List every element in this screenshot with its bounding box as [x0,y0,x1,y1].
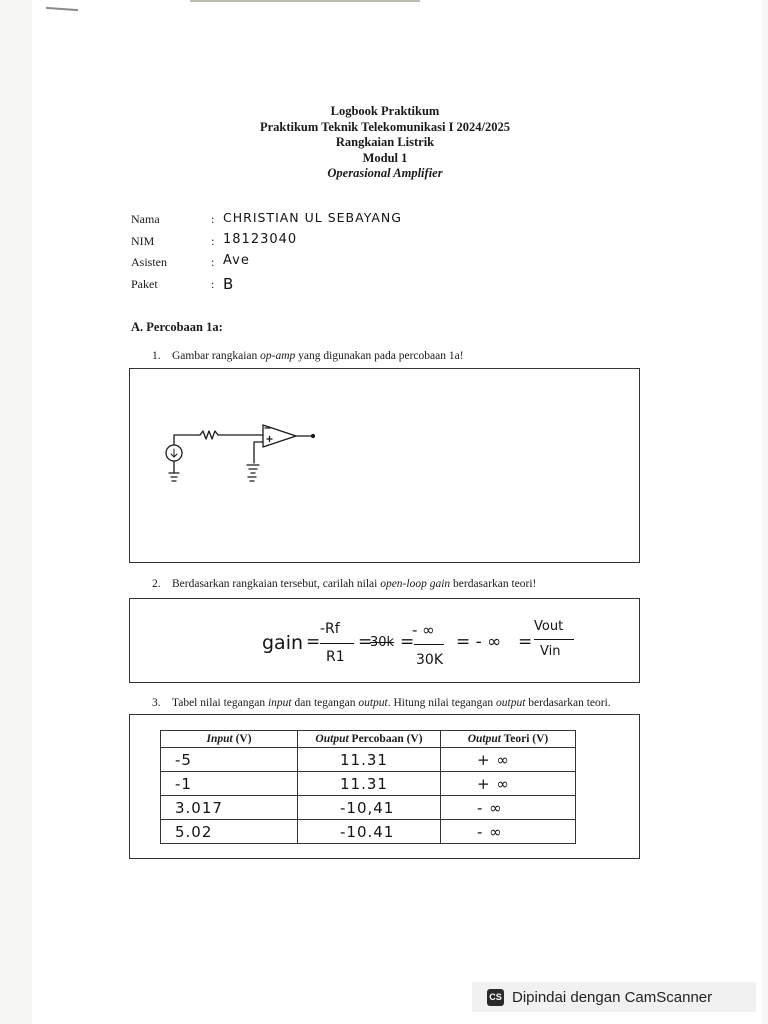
info-value-asisten: Ave [223,253,250,268]
input-wire [174,435,200,445]
crossed-out-value: 30k [370,635,395,650]
table-row [161,820,576,844]
info-label: NIM [131,233,155,248]
equals-sign: = [518,632,533,652]
header-title: Logbook Praktikum [330,104,440,118]
fraction-denominator: 30K [416,652,443,668]
scan-edge [190,0,420,2]
info-value-name: CHRISTIAN UL SEBAYANG [223,210,402,225]
fraction-denominator: Vin [540,644,561,659]
header-course: Praktikum Teknik Telekomunikasi I 2024/2025 [259,119,511,134]
ground-symbol [247,465,259,481]
cell-input: -1 [161,772,298,796]
question-number: 2. [152,578,161,590]
fraction-denominator: R1 [326,649,345,665]
voltage-table [160,730,576,844]
info-colon: : [211,233,215,248]
header-module: Modul 1 [362,150,408,165]
cell-input: 3.017 [161,796,298,820]
question-number: 3. [152,697,161,709]
cell-input: 5.02 [161,820,298,844]
question-2 [152,578,536,590]
question-text: dan tegangan [291,697,359,709]
info-label: Asisten [131,255,167,269]
info-colon: : [211,276,215,291]
watermark-text: Dipindai dengan CamScanner [512,988,713,1006]
cell-output-experiment: 11.31 [298,748,441,772]
question-emphasis: input [267,697,292,709]
info-label: Paket [131,276,158,291]
fraction-bar [534,639,574,640]
table-row [161,796,576,820]
question-3 [152,697,611,709]
fraction-bar [414,644,444,645]
question-text: berdasarkan teori! [450,578,537,590]
question-emphasis: output [358,697,388,709]
question-number: 1. [152,350,161,362]
section-title: A. Percobaan 1a: [131,320,223,334]
fraction-numerator: -Rf [320,621,340,637]
camscanner-logo-icon: CS [487,989,504,1006]
cell-output-experiment: 11.31 [298,772,441,796]
question-text: yang digunakan pada percobaan 1a! [295,350,464,362]
info-label: Nama [131,212,160,226]
info-colon: : [211,255,215,269]
question-text: berdasarkan teori. [525,697,611,709]
info-value-paket: B [223,274,235,293]
cell-output-experiment: -10.41 [298,820,441,844]
header-subtitle: Operasional Amplifier [327,166,443,180]
fraction-numerator: - ∞ [412,621,435,639]
cell-output-theory: + ∞ [441,772,576,796]
cell-output-theory: - ∞ [441,796,576,820]
cell-input: -5 [161,748,298,772]
question-emphasis: op-amp [260,350,296,362]
equals-sign: = [306,632,321,652]
cell-output-experiment: -10,41 [298,796,441,820]
equals-sign: = [400,632,415,652]
table-row [161,748,576,772]
question-text: Tabel nilai tegangan [172,697,268,709]
opamp-circuit-sketch [160,415,330,490]
question-text: Berdasarkan rangkaian tersebut, carilah nilai [172,578,381,590]
table-row [161,772,576,796]
info-colon: : [211,212,215,226]
gain-label: gain [262,632,304,654]
question-text: Gambar rangkaian [172,350,261,362]
document-header [190,104,580,182]
fraction-bar [320,643,354,644]
fraction-numerator: Vout [534,619,564,634]
header-topic: Rangkaian Listrik [335,135,435,149]
negative-infinity: = - ∞ [456,632,502,652]
resistor-symbol [200,431,218,439]
column-header-input: Input (V) [161,731,298,748]
source-ground-symbol [169,461,179,481]
cell-output-theory: + ∞ [441,748,576,772]
question-emphasis: open-loop gain [380,578,451,590]
equals-sign: = [358,632,373,652]
gain-formula [262,616,592,672]
column-header-output-theory: Output Teori (V) [441,731,576,748]
question-emphasis: output [496,697,526,709]
camscanner-watermark [472,982,756,1012]
question-1 [152,350,464,362]
table-header-row [161,731,576,748]
column-header-output-experiment: Output Percobaan (V) [298,731,441,748]
ground-wire [254,442,263,463]
cell-output-theory: - ∞ [441,820,576,844]
question-text: . Hitung nilai tegangan [387,697,497,709]
info-value-nim: 18123040 [223,231,298,247]
